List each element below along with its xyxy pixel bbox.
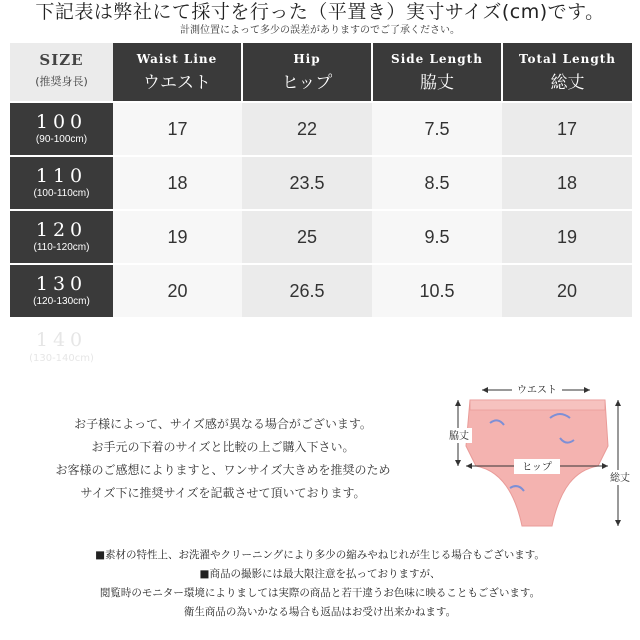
table-row: [10, 102, 632, 156]
hip-value: 26.5: [242, 264, 372, 317]
note-line: お客様のご感想によりますと、ワンサイズ大きめを推奨のため: [55, 463, 391, 477]
column-header-ja: ウエスト: [143, 73, 211, 93]
arrow-head: [466, 463, 472, 469]
side-length-value: 7.5: [372, 102, 502, 156]
column-header-ja: 総丈: [550, 73, 585, 93]
column-header-ja: ヒップ: [281, 73, 333, 93]
column-header-en: Hip: [293, 52, 321, 66]
total-length-value: 17: [502, 102, 632, 156]
note-line: お手元の下着のサイズと比較の上ご購入下さい。: [91, 440, 355, 454]
page-title: 下記表は弊社にて採寸を行った（平置き）実寸サイズ(cm)です。: [35, 1, 605, 23]
size-number: 100: [35, 111, 88, 133]
waist-value: 18: [113, 156, 242, 210]
faded-size-range: (130-140cm): [29, 353, 94, 364]
size-range: (100-110cm): [33, 188, 90, 199]
total-length-value: 18: [502, 156, 632, 210]
note-line: お子様によって、サイズ感が異なる場合がございます。: [74, 417, 372, 431]
arrow-head: [615, 400, 621, 406]
column-header-en: Total Length: [518, 52, 617, 66]
column-header-en: Side Length: [391, 52, 483, 66]
size-cell: [10, 264, 113, 317]
fit-note: [18, 413, 428, 505]
hip-value: 22: [242, 102, 372, 156]
size-header-cell: [10, 43, 113, 102]
size-number: 120: [35, 219, 88, 241]
arrow-head: [455, 460, 461, 466]
column-header-en: Waist Line: [136, 52, 218, 66]
table-row: [10, 210, 632, 264]
table-row: [10, 156, 632, 210]
arrow-head: [455, 400, 461, 406]
size-cell: [10, 210, 113, 264]
column-header-ja: 脇丈: [420, 73, 454, 93]
size-range: (90-100cm): [35, 134, 88, 145]
waist-value: 17: [113, 102, 242, 156]
size-number: 110: [35, 165, 88, 187]
arrow-head: [584, 387, 590, 393]
column-header-waist: [113, 43, 242, 102]
note-line: サイズ下に推奨サイズを記載させて頂いております。: [80, 486, 366, 500]
waist-value: 19: [113, 210, 242, 264]
garment-diagram: [440, 378, 635, 528]
waist-label: ウエスト: [517, 385, 557, 396]
hip-value: 25: [242, 210, 372, 264]
arrow-head: [602, 463, 608, 469]
disclaimer-line: ■素材の特性上、お洗濯やクリーニングにより多少の縮みやねじれが生じる場合もございます。: [95, 549, 545, 561]
arrow-head: [615, 520, 621, 526]
column-header-hip: [242, 43, 372, 102]
table-row: [10, 264, 632, 317]
total-length-value: 19: [502, 210, 632, 264]
size-cell: [10, 102, 113, 156]
waist-value: 20: [113, 264, 242, 317]
side-length-label: 脇丈: [449, 431, 469, 442]
column-header-total-length: [502, 43, 632, 102]
column-header-side-length: [372, 43, 502, 102]
faded-size-140: [10, 328, 113, 366]
disclaimer-line: 衛生商品の為いかなる場合も返品はお受け出来かねます。: [183, 606, 457, 618]
total-length-label: 総丈: [610, 473, 630, 484]
faded-size-number: 140: [35, 329, 88, 351]
side-length-value: 9.5: [372, 210, 502, 264]
garment-waistband: [470, 400, 605, 410]
hip-label: ヒップ: [522, 462, 552, 473]
disclaimer-line: 閲覧時のモニター環境によりましては実際の商品と若干違うお色味に映ることもございます。: [99, 587, 541, 599]
side-length-value: 10.5: [372, 264, 502, 317]
page-subtitle: 計測位置によって多少の誤差がありますのでご了承ください。: [180, 25, 460, 36]
arrow-head: [482, 387, 488, 393]
size-chart-table: [10, 43, 632, 317]
table-header-row: [10, 43, 632, 102]
size-header-sublabel: (推奨身長): [35, 75, 88, 88]
disclaimer-line: ■商品の撮影には最大限注意を払っておりますが、: [199, 568, 441, 580]
size-range: (110-120cm): [33, 242, 90, 253]
size-number: 130: [35, 273, 88, 295]
size-header-label: SIZE: [39, 51, 84, 69]
side-length-value: 8.5: [372, 156, 502, 210]
hip-value: 23.5: [242, 156, 372, 210]
disclaimer: [0, 546, 640, 622]
size-range: (120-130cm): [33, 296, 90, 307]
total-length-value: 20: [502, 264, 632, 317]
size-cell: [10, 156, 113, 210]
